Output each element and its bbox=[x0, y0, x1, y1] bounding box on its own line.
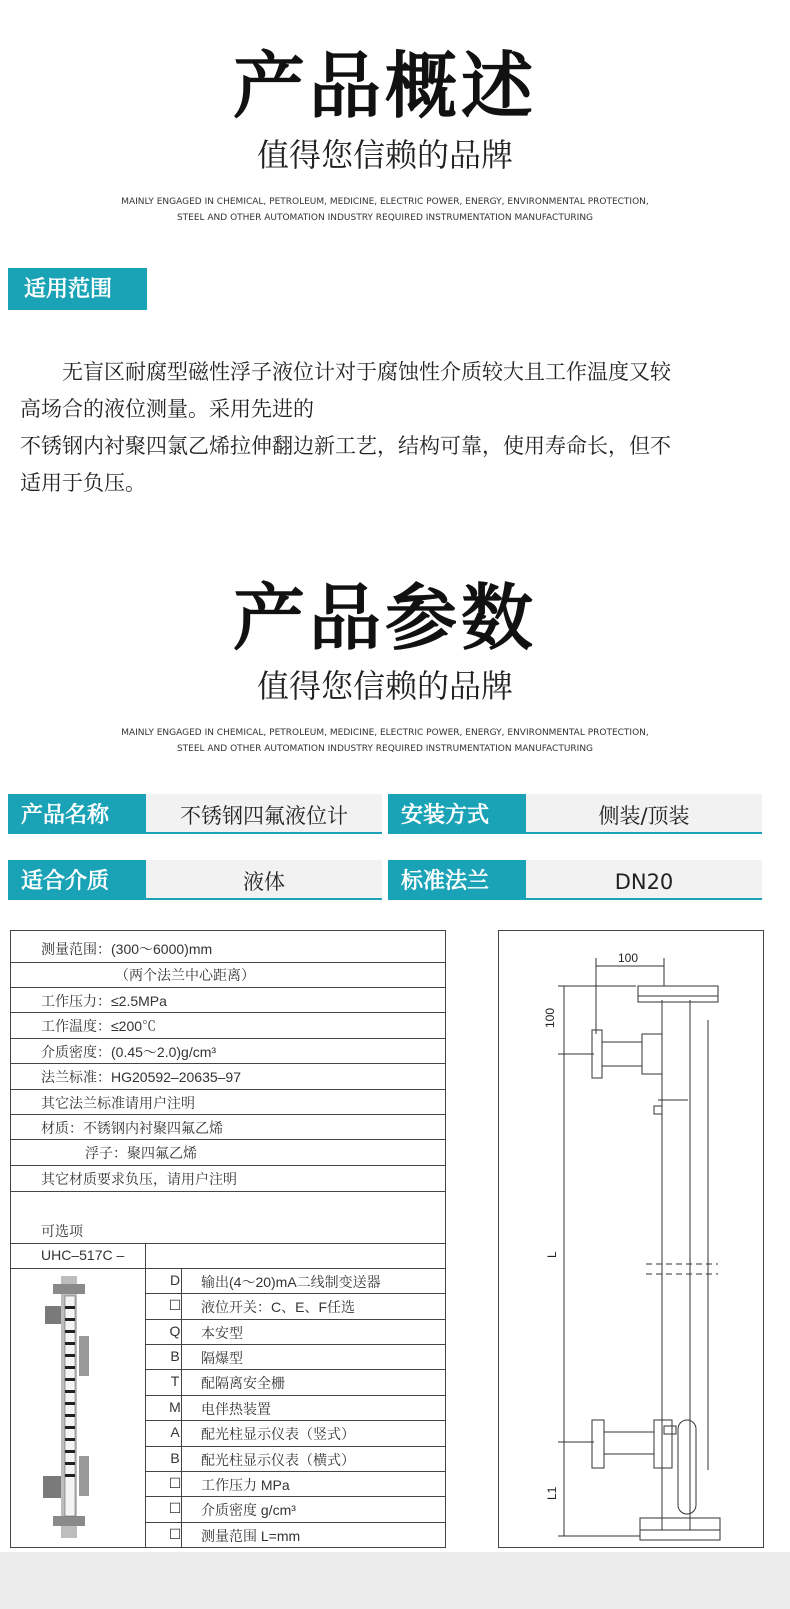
para-line-2: 高场合的液位测量。采用先进的 bbox=[20, 397, 314, 421]
dim-l-label: L bbox=[545, 1251, 559, 1258]
param-label: 标准法兰 bbox=[388, 860, 526, 900]
param-value: DN20 bbox=[526, 860, 762, 900]
spec-float: 浮子：聚四氟乙烯 bbox=[85, 1145, 197, 1161]
option-code: ☐ bbox=[168, 1500, 182, 1516]
dimension-drawing bbox=[498, 930, 764, 1548]
level-gauge-photo bbox=[39, 1276, 109, 1538]
spec-flange-std: 法兰标准：HG20592–20635–97 bbox=[41, 1069, 242, 1085]
option-code: B bbox=[170, 1450, 180, 1466]
dim-side-label: 100 bbox=[543, 1007, 557, 1028]
option-desc: 液位开关：C、E、F任选 bbox=[201, 1299, 355, 1315]
footer-band bbox=[0, 1552, 790, 1609]
scope-paragraph bbox=[20, 354, 750, 502]
english-tagline-2-line2: STEEL AND OTHER AUTOMATION INDUSTRY REQUIRED INSTRUMENTATION MANUFACTURING bbox=[176, 744, 594, 754]
dim-l1-label: L1 bbox=[545, 1486, 559, 1500]
param-value: 不锈钢四氟液位计 bbox=[146, 794, 382, 834]
option-code: T bbox=[170, 1373, 180, 1389]
option-code: Q bbox=[169, 1323, 181, 1339]
option-desc: 介质密度 g/cm³ bbox=[201, 1502, 296, 1518]
section-subtitle-2: 值得您信赖的品牌 bbox=[256, 667, 513, 705]
option-desc: 工作压力 MPa bbox=[201, 1477, 290, 1493]
spec-model: UHC–517C – bbox=[41, 1247, 125, 1263]
param-label: 安装方式 bbox=[388, 794, 526, 834]
option-desc: 配隔离安全栅 bbox=[201, 1375, 285, 1391]
english-tagline bbox=[0, 194, 770, 226]
spec-table bbox=[10, 930, 446, 1548]
option-desc: 电伴热装置 bbox=[201, 1401, 271, 1417]
spec-material-note: 其它材质要求负压，请用户注明 bbox=[41, 1171, 237, 1187]
param-label: 适合介质 bbox=[8, 860, 146, 900]
section-title-overview: 产品概述 bbox=[232, 44, 537, 128]
option-desc: 测量范围 L=mm bbox=[201, 1528, 301, 1544]
option-desc: 配光柱显示仪表（横式） bbox=[201, 1452, 355, 1468]
english-tagline-line2: STEEL AND OTHER AUTOMATION INDUSTRY REQUIRED INSTRUMENTATION MANUFACTURING bbox=[176, 213, 594, 223]
param-value: 侧装/顶装 bbox=[526, 794, 762, 834]
spec-temperature: 工作温度：≤200℃ bbox=[41, 1018, 157, 1034]
english-tagline-2 bbox=[0, 725, 770, 757]
spec-flange-note: 其它法兰标准请用户注明 bbox=[41, 1095, 195, 1111]
para-line-3: 不锈钢内衬聚四氯乙烯拉伸翻边新工艺，结构可靠，使用寿命长，但不 bbox=[20, 434, 671, 458]
param-value: 液体 bbox=[146, 860, 382, 900]
option-code: B bbox=[170, 1348, 180, 1364]
option-desc: 本安型 bbox=[201, 1325, 243, 1341]
param-medium bbox=[8, 860, 382, 900]
param-product-name bbox=[8, 794, 382, 834]
option-code: M bbox=[169, 1399, 181, 1415]
spec-range: 测量范围：(300～6000)mm bbox=[41, 941, 213, 957]
english-tagline-line1: MAINLY ENGAGED IN CHEMICAL, PETROLEUM, MEDICINE, ELECTRIC POWER, ENERGY, ENVIRONMENTAL PROTECTION, bbox=[121, 197, 649, 207]
english-tagline-2-line1: MAINLY ENGAGED IN CHEMICAL, PETROLEUM, MEDICINE, ELECTRIC POWER, ENERGY, ENVIRONMENTAL PROTECTION, bbox=[121, 728, 649, 738]
option-code: ☐ bbox=[168, 1475, 182, 1491]
section-subtitle: 值得您信赖的品牌 bbox=[256, 136, 513, 174]
spec-pressure: 工作压力：≤2.5MPa bbox=[41, 993, 167, 1009]
option-code: ☐ bbox=[168, 1297, 182, 1313]
option-desc: 隔爆型 bbox=[201, 1350, 243, 1366]
section-title-params: 产品参数 bbox=[232, 576, 537, 660]
option-code: D bbox=[169, 1272, 181, 1288]
spec-density: 介质密度：(0.45～2.0)g/cm³ bbox=[41, 1044, 217, 1060]
option-desc: 配光柱显示仪表（竖式） bbox=[201, 1426, 355, 1442]
scope-tag: 适用范围 bbox=[8, 268, 147, 310]
param-label: 产品名称 bbox=[8, 794, 146, 834]
option-desc: 输出(4～20)mA二线制变送器 bbox=[201, 1274, 381, 1290]
option-code: ☐ bbox=[168, 1526, 182, 1542]
spec-optional-label: 可选项 bbox=[41, 1223, 83, 1239]
param-install bbox=[388, 794, 762, 834]
spec-material: 材质：不锈钢内衬聚四氟乙烯 bbox=[41, 1120, 223, 1136]
dim-top-label: 100 bbox=[618, 951, 639, 965]
para-line-1: 无盲区耐腐型磁性浮子液位计对于腐蚀性介质较大且工作温度又较 bbox=[62, 360, 671, 384]
spec-range-note: （两个法兰中心距离） bbox=[115, 967, 255, 983]
para-line-4: 适用于负压。 bbox=[20, 471, 146, 495]
option-code: A bbox=[170, 1424, 180, 1440]
param-flange bbox=[388, 860, 762, 900]
